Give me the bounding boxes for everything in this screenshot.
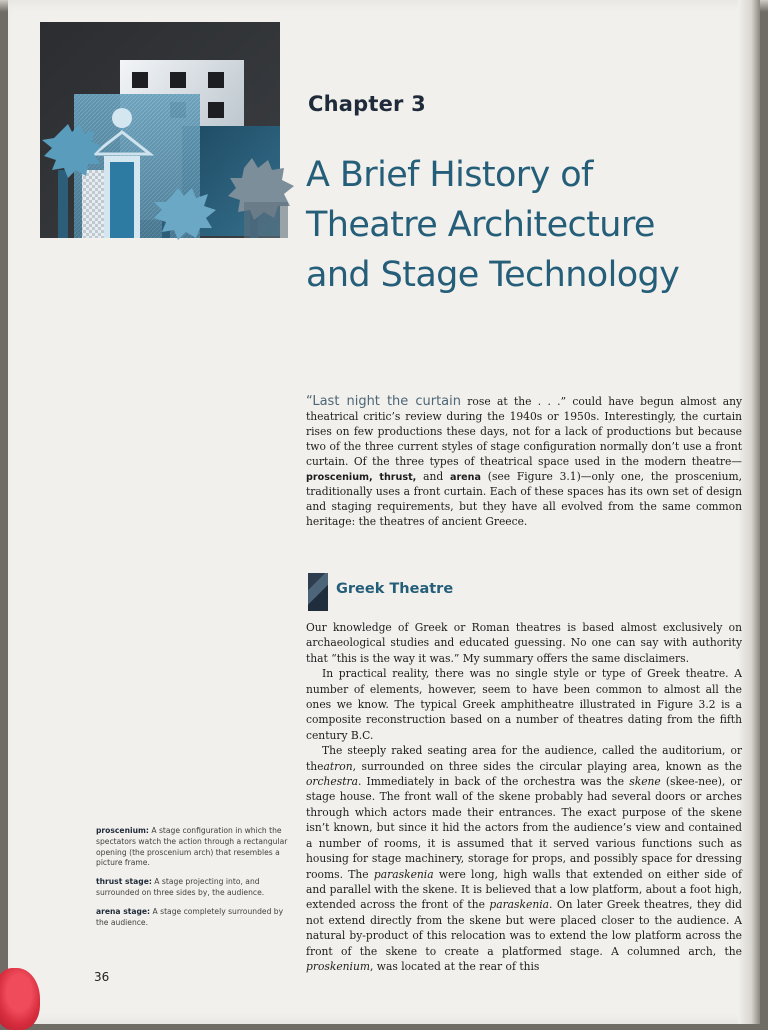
glossary-entry xyxy=(96,826,288,869)
glossary-definition: A stage projecting into, and surrounded on three sides by, the audience. xyxy=(96,877,265,897)
body-italic-term: proskenium xyxy=(306,959,370,973)
body-italic-term: paraskenia xyxy=(489,898,550,912)
glossary-definition: A stage completely surrounded by the audience. xyxy=(96,906,284,927)
chapter-title-line: A Brief History of xyxy=(306,155,593,195)
margin-glossary xyxy=(96,826,288,936)
body-paragraph: In practical reality, there was no single style or type of Greek theatre. A number of elements, however, seem to have been common to almost all the ones we know. The typical Greek amphitheatre illustrated in Figure 3.2 is a composite reconstruction based on a number of theatres dating from the fifth century B.C. xyxy=(306,667,742,742)
body-text-run: The steeply raked seating area for the audience, called the auditorium, or the xyxy=(306,744,742,773)
intro-text: (see Figure 3.1)—only one, the proscenium, traditionally uses a front curtain. Each of these spaces has its own set of design and staging requirements, but they have all evolved from the same common heritage: the theatres of ancient Greece. xyxy=(306,469,742,529)
glossary-term-inline: proscenium, thrust, xyxy=(306,471,417,483)
body-paragraph: Our knowledge of Greek or Roman theatres is based almost exclusively on archaeological studies and educated guessing. No one can say with authority that “this is the way it was.” My summary offers the same disclaimers. xyxy=(306,621,742,665)
intro-text: rose at the . . .” could have begun almost any theatrical critic’s review during the 1940s or 1950s. Interestingly, the curtain rises on few productions these days, not for a lack of productions but because two of the three current styles of stage configuration normally don’t use a front curtain. Of the three types of theatrical space used in the modern theatre— xyxy=(306,395,742,468)
section-marker-icon xyxy=(308,573,328,611)
body-text-run: , surrounded on three sides the circular playing area, known as the xyxy=(352,759,742,773)
fingertip xyxy=(0,968,40,1030)
glossary-entry xyxy=(96,907,288,929)
glossary-term: thrust stage: xyxy=(96,877,152,887)
chapter-title-line: and Stage Technology xyxy=(306,255,680,295)
chapter-opener-illustration xyxy=(32,20,302,245)
body-italic-term: orchestra xyxy=(306,775,358,789)
body-paragraph xyxy=(306,743,742,974)
intro-lead: “Last night the curtain xyxy=(306,394,461,409)
glossary-definition: A stage configuration in which the spectators watch the action through a rectangular opening (the proscenium arch) that resembles a picture frame. xyxy=(96,826,288,868)
intro-paragraph xyxy=(306,395,742,530)
body-italic-term: paraskenia xyxy=(373,867,434,881)
body-text-run: . Immediately in back of the orchestra was the xyxy=(358,775,625,789)
chapter-label: Chapter 3 xyxy=(308,92,426,116)
glossary-term-inline: arena xyxy=(449,471,481,483)
body-text-run: . On later Greek theatres, they did not extend directly from the skene but were placed closer to the audience. A natural by-product of this relocation was to extend the low platform across the front of the skene to create a platformed stage. A columned arch, the xyxy=(306,898,743,958)
page-number: 36 xyxy=(94,970,110,984)
glossary-term: proscenium: xyxy=(96,826,149,835)
body-text-run: (skee-nee), or stage house. The front wall of the skene probably had several doors or arches through which actors made their entrances. The exact purpose of the skene isn’t known, but since it hid the actors from the audience’s view and contained a number of rooms, it is assumed that it served various functions such as housing for stage machinery, storage for props, and possibly space for dressing rooms. The xyxy=(306,775,742,881)
chapter-title xyxy=(306,150,726,300)
glossary-term: arena stage: xyxy=(96,906,151,916)
body-text-run: were long, high walls that extended on either side of and parallel with the skene. It is believed that a low platform, about a foot high, extended across the front of the xyxy=(306,867,743,912)
body-italic-term: skene xyxy=(629,775,661,789)
body-text-run: , was located at the rear of this xyxy=(370,959,540,973)
body-text xyxy=(306,620,742,974)
section-heading xyxy=(308,573,708,611)
glossary-entry xyxy=(96,877,288,899)
chapter-title-line: Theatre Architecture xyxy=(306,205,655,245)
intro-text: and xyxy=(416,469,450,483)
body-italic-term: atron xyxy=(323,759,353,773)
section-title: Greek Theatre xyxy=(336,581,454,597)
